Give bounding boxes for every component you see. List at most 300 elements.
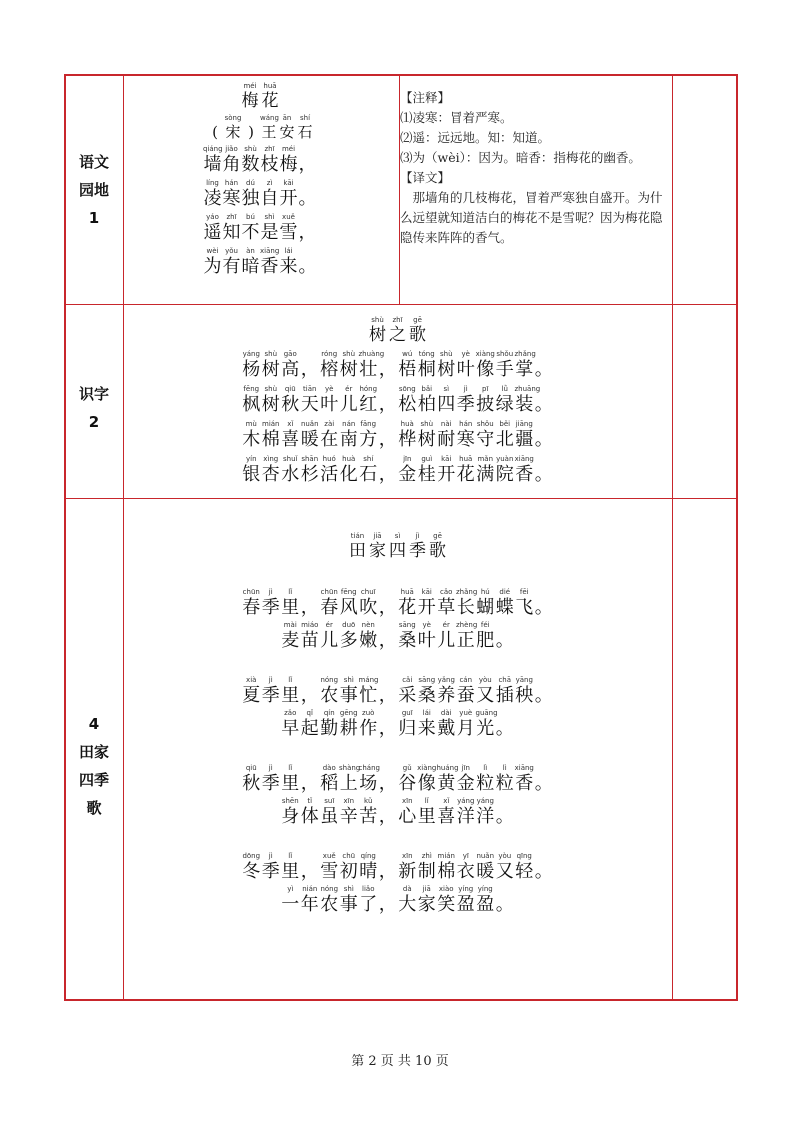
character: 勤 <box>320 718 339 739</box>
character: 银 <box>242 464 261 485</box>
hanzi-char <box>242 350 262 381</box>
pinyin: guāng <box>475 709 498 717</box>
pinyin: tǐ <box>307 797 313 805</box>
hanzi-char <box>417 797 437 828</box>
character: 暖 <box>476 861 495 882</box>
character: 季 <box>261 597 280 618</box>
character: 里 <box>281 773 300 794</box>
character: 。 <box>534 464 553 485</box>
hanzi-char <box>368 532 388 562</box>
pinyin: duō <box>342 621 356 629</box>
character: 苗 <box>300 630 319 651</box>
character: 家 <box>417 894 436 915</box>
poem-line <box>125 385 670 416</box>
hanzi-char <box>495 621 515 652</box>
character: ， <box>378 429 397 450</box>
character: 在 <box>320 429 339 450</box>
pinyin <box>298 213 317 222</box>
character: 蚕 <box>456 685 475 706</box>
poem-line <box>125 621 670 652</box>
pinyin: yíng <box>458 885 474 893</box>
character: 安 <box>279 123 295 141</box>
pinyin <box>378 385 398 394</box>
pinyin: huā <box>459 455 473 463</box>
pinyin <box>378 676 398 685</box>
hanzi-char <box>203 213 222 244</box>
character: 田 <box>349 541 366 561</box>
character: 体 <box>300 806 319 827</box>
poem-song-of-trees <box>125 316 670 486</box>
character: 遥 <box>203 222 222 243</box>
hanzi-char <box>298 145 317 176</box>
note-1: ⑴凌寒：冒着严寒。 <box>400 110 513 125</box>
pinyin: dú <box>246 179 255 187</box>
hanzi-char <box>495 709 515 740</box>
note-2: ⑵遥：远远地。知：知道。 <box>400 130 551 145</box>
pinyin: bú <box>246 213 255 221</box>
hanzi-char <box>515 764 535 795</box>
hanzi-char <box>359 885 379 916</box>
character: 大 <box>398 894 417 915</box>
hanzi-char <box>437 797 457 828</box>
pinyin: kǔ <box>364 797 373 805</box>
character: 绿 <box>495 394 514 415</box>
character: 桐 <box>417 359 436 380</box>
hanzi-char <box>359 588 379 619</box>
hanzi-char <box>408 316 428 346</box>
pinyin: mài <box>283 621 297 629</box>
character: 戴 <box>437 718 456 739</box>
hanzi-char <box>378 764 398 795</box>
hanzi-char <box>495 588 515 619</box>
hanzi-char <box>281 621 301 652</box>
character: 树 <box>369 325 386 345</box>
hanzi-char <box>281 709 301 740</box>
character: 长 <box>456 597 475 618</box>
hanzi-char <box>261 764 281 795</box>
pinyin: nóng <box>320 676 339 684</box>
pinyin: pī <box>482 385 489 393</box>
hanzi-char <box>339 852 359 883</box>
character: 桦 <box>398 429 417 450</box>
hanzi-char <box>359 455 379 486</box>
character: ， <box>378 394 397 415</box>
hanzi-char <box>240 82 260 112</box>
character: 辛 <box>339 806 358 827</box>
character: 开 <box>417 597 436 618</box>
character: 作 <box>359 718 378 739</box>
pinyin: kāi <box>421 588 432 596</box>
hanzi-char <box>437 885 457 916</box>
pinyin: xǐ <box>287 420 294 428</box>
pinyin: guì <box>421 455 433 463</box>
pinyin: xǐ <box>443 797 450 805</box>
character: ， <box>378 359 397 380</box>
pinyin: fēi <box>519 588 529 596</box>
poem-farm-four-seasons <box>125 532 670 916</box>
hanzi-char <box>515 588 535 619</box>
character: 装 <box>515 394 534 415</box>
hanzi-char <box>242 385 262 416</box>
character: 心 <box>398 806 417 827</box>
hanzi-char <box>242 420 262 451</box>
pinyin: yè <box>461 350 470 358</box>
hanzi-char <box>222 145 241 176</box>
character: 四 <box>389 541 406 561</box>
character: ， <box>298 154 317 175</box>
pinyin <box>300 588 320 597</box>
hanzi-char <box>242 852 262 883</box>
character: ， <box>378 630 397 651</box>
character: 上 <box>339 773 358 794</box>
pinyin: sāng <box>418 676 436 684</box>
pinyin: zhǎng <box>514 350 536 358</box>
hanzi-char <box>281 455 301 486</box>
pinyin: xīn <box>343 797 355 805</box>
pinyin: xuě <box>322 852 336 860</box>
hanzi-char <box>476 350 496 381</box>
pinyin: gē <box>413 316 422 324</box>
character: 歌 <box>429 541 446 561</box>
hanzi-char <box>320 885 340 916</box>
character: 忙 <box>359 685 378 706</box>
character: 之 <box>389 325 406 345</box>
character: 春 <box>320 597 339 618</box>
hanzi-char <box>359 420 379 451</box>
hanzi-char <box>339 676 359 707</box>
character: 。 <box>534 685 553 706</box>
character: ， <box>378 718 397 739</box>
pinyin: qiū <box>284 385 296 393</box>
pinyin: jiā <box>422 885 431 893</box>
pinyin: huā <box>263 82 277 90</box>
character: 是 <box>260 222 279 243</box>
character: 棉 <box>437 861 456 882</box>
character: 有 <box>222 256 241 277</box>
hanzi-char <box>278 114 296 142</box>
hanzi-char <box>456 709 476 740</box>
pinyin: nài <box>440 420 452 428</box>
hanzi-char <box>398 350 418 381</box>
hanzi-char <box>476 676 496 707</box>
poem-line <box>125 213 395 244</box>
pinyin: fēng <box>243 385 260 393</box>
hanzi-char <box>398 588 418 619</box>
character: 季 <box>261 773 280 794</box>
translation-text: 那墙角的几枝梅花，冒着严寒独自盛开。为什么远望就知道洁白的梅花不是雪呢？因为梅花隐隐传来阵阵的香气。 <box>400 190 663 245</box>
hanzi-char <box>261 420 281 451</box>
hanzi-char <box>515 852 535 883</box>
pinyin: jiǎo <box>225 145 238 153</box>
character: 开 <box>279 188 298 209</box>
hanzi-char <box>281 885 301 916</box>
pinyin: shù <box>264 350 278 358</box>
character: 事 <box>339 894 358 915</box>
pinyin: yáng <box>242 350 260 358</box>
character: 树 <box>437 359 456 380</box>
poem-title <box>125 316 670 346</box>
pinyin: jì <box>268 676 273 684</box>
hanzi-char <box>456 350 476 381</box>
hanzi-char <box>378 797 398 828</box>
hanzi-char <box>456 885 476 916</box>
pinyin: zǎo <box>284 709 297 717</box>
pinyin <box>534 676 554 685</box>
pinyin: sōng <box>398 385 416 393</box>
hanzi-char <box>279 213 298 244</box>
character: 高 <box>281 359 300 380</box>
character: 冬 <box>242 861 261 882</box>
character: 疆 <box>515 429 534 450</box>
pinyin: chūn <box>242 588 260 596</box>
character: 掌 <box>515 359 534 380</box>
character: 洋 <box>456 806 475 827</box>
pinyin: jì <box>268 588 273 596</box>
character: 。 <box>495 718 514 739</box>
hanzi-char <box>437 676 457 707</box>
pinyin: shì <box>264 213 275 221</box>
pinyin: lǐ <box>288 852 293 860</box>
hanzi-char <box>281 676 301 707</box>
pinyin: shù <box>420 420 434 428</box>
character: 场 <box>359 773 378 794</box>
pinyin: shù <box>264 385 278 393</box>
hanzi-char <box>281 350 301 381</box>
character: 归 <box>398 718 417 739</box>
character: 喜 <box>437 806 456 827</box>
character: 枫 <box>242 394 261 415</box>
pinyin: fēng <box>340 588 357 596</box>
character: 方 <box>359 429 378 450</box>
pinyin <box>298 247 317 256</box>
hanzi-char <box>417 588 437 619</box>
hanzi-char <box>514 385 541 416</box>
pinyin: xīn <box>401 852 413 860</box>
pinyin: shān <box>301 455 319 463</box>
hanzi-char <box>279 179 298 210</box>
pinyin: shí <box>299 114 311 122</box>
hanzi-char <box>281 764 301 795</box>
pinyin: shǒu <box>496 350 514 358</box>
hanzi-char <box>203 247 222 278</box>
character: 自 <box>260 188 279 209</box>
character: 身 <box>281 806 300 827</box>
hanzi-char <box>398 385 418 416</box>
pinyin: yáo <box>206 213 219 221</box>
hanzi-char <box>222 247 241 278</box>
character: 像 <box>476 359 495 380</box>
page-footer: 第 2 页 共 10 页 <box>351 1054 449 1069</box>
character: 。 <box>298 256 317 277</box>
pinyin: shǒu <box>476 420 494 428</box>
hanzi-char <box>515 455 535 486</box>
pinyin <box>378 885 398 894</box>
hanzi-char <box>476 764 496 795</box>
pinyin: shì <box>343 676 354 684</box>
hanzi-char <box>398 709 418 740</box>
pinyin <box>300 350 320 359</box>
character: 制 <box>417 861 436 882</box>
pinyin: zhì <box>421 852 432 860</box>
translation-heading: 【译文】 <box>400 170 451 185</box>
hanzi-char <box>261 676 281 707</box>
hanzi-char <box>339 764 359 795</box>
hanzi-char <box>417 709 437 740</box>
poem-line <box>125 885 670 916</box>
row-label-1: 语文 园地 1 <box>78 153 109 227</box>
pinyin: hán <box>459 420 473 428</box>
character: 寒 <box>456 429 475 450</box>
hanzi-char <box>261 588 281 619</box>
hanzi-char <box>260 114 278 142</box>
pinyin: qiū <box>245 764 257 772</box>
pinyin: wú <box>402 350 413 358</box>
pinyin <box>495 797 515 806</box>
character: 。 <box>534 773 553 794</box>
character: ， <box>300 773 319 794</box>
pinyin: jì <box>268 764 273 772</box>
hanzi-char <box>476 885 496 916</box>
notes-panel <box>400 88 670 248</box>
pinyin <box>378 350 398 359</box>
pinyin: xiāng <box>260 247 280 255</box>
poem-plum-blossom <box>125 82 395 278</box>
hanzi-char <box>495 885 515 916</box>
poem-line <box>125 676 670 707</box>
hanzi-char <box>456 455 476 486</box>
hanzi-char <box>241 179 260 210</box>
hanzi-char <box>378 709 398 740</box>
pinyin: chā <box>498 676 512 684</box>
pinyin: ér <box>442 621 450 629</box>
character: 秋 <box>242 773 261 794</box>
poem-line <box>125 709 670 740</box>
character: 叶 <box>456 359 475 380</box>
character: 里 <box>417 806 436 827</box>
character: 叶 <box>417 630 436 651</box>
pinyin: yuè <box>459 709 473 717</box>
character: 松 <box>398 394 417 415</box>
character: 树 <box>339 359 358 380</box>
pinyin: xìng <box>263 455 279 463</box>
character: 初 <box>339 861 358 882</box>
pinyin: chū <box>342 852 356 860</box>
hanzi-char <box>241 213 260 244</box>
hanzi-char <box>359 709 379 740</box>
pinyin: sì <box>443 385 450 393</box>
pinyin: yíng <box>477 885 493 893</box>
character: 里 <box>281 685 300 706</box>
pinyin: zuò <box>362 709 375 717</box>
character: ， <box>300 597 319 618</box>
character: 。 <box>298 188 317 209</box>
hanzi-char <box>456 385 476 416</box>
hanzi-char <box>206 114 224 142</box>
pinyin <box>378 709 398 718</box>
pinyin: gēng <box>339 709 358 717</box>
hanzi-char <box>495 350 515 381</box>
pinyin: zhī <box>226 213 237 221</box>
pinyin: lì <box>483 764 488 772</box>
hanzi-char <box>378 588 398 619</box>
hanzi-char <box>495 764 515 795</box>
poem-title <box>125 532 670 562</box>
pinyin: yòu <box>498 852 512 860</box>
hanzi-char <box>359 797 379 828</box>
pinyin: zhuàng <box>358 350 385 358</box>
pinyin: mǎn <box>477 455 494 463</box>
pinyin: yáng <box>476 797 494 805</box>
pinyin: kāi <box>441 455 452 463</box>
hanzi-char <box>417 385 437 416</box>
character: 采 <box>398 685 417 706</box>
hanzi-char <box>348 532 368 562</box>
pinyin <box>495 621 515 630</box>
hanzi-char <box>242 455 262 486</box>
pinyin: yòu <box>478 676 492 684</box>
pinyin: huó <box>322 455 336 463</box>
pinyin: nán <box>342 420 356 428</box>
poem-title <box>125 82 395 112</box>
pinyin: hán <box>224 179 239 187</box>
pinyin <box>378 588 398 597</box>
character: 守 <box>476 429 495 450</box>
character: 不 <box>241 222 260 243</box>
pinyin: wáng <box>260 114 279 122</box>
pinyin: líng <box>206 179 219 187</box>
pinyin: méi <box>281 145 296 153</box>
hanzi-char <box>242 764 262 795</box>
pinyin <box>300 764 320 773</box>
pinyin: yī <box>462 852 469 860</box>
pinyin <box>300 676 320 685</box>
character: 南 <box>339 429 358 450</box>
hanzi-char <box>300 420 320 451</box>
hanzi-char <box>261 350 281 381</box>
pinyin: ér <box>325 621 333 629</box>
character: 盈 <box>456 894 475 915</box>
hanzi-char <box>534 455 554 486</box>
character: 盈 <box>476 894 495 915</box>
pinyin <box>378 420 398 429</box>
pinyin <box>534 764 554 773</box>
character: 麦 <box>281 630 300 651</box>
hanzi-char <box>261 455 281 486</box>
character: 红 <box>359 394 378 415</box>
character: 暗 <box>241 256 260 277</box>
pinyin: dài <box>440 709 452 717</box>
character: 金 <box>398 464 417 485</box>
character: 。 <box>534 861 553 882</box>
character: 暖 <box>300 429 319 450</box>
pinyin: gē <box>433 532 442 540</box>
character: 手 <box>495 359 514 380</box>
right-column-divider <box>672 76 673 999</box>
pinyin: lǐ <box>424 797 429 805</box>
poem-line <box>125 350 670 381</box>
hanzi-char <box>320 709 340 740</box>
pinyin: qíng <box>360 852 376 860</box>
character: 家 <box>369 541 386 561</box>
hanzi-char <box>359 764 379 795</box>
character: 活 <box>320 464 339 485</box>
pinyin: jì <box>268 852 273 860</box>
character: 秧 <box>515 685 534 706</box>
hanzi-char <box>339 885 359 916</box>
character: 满 <box>476 464 495 485</box>
hanzi-char <box>300 852 320 883</box>
pinyin: gāo <box>283 350 297 358</box>
